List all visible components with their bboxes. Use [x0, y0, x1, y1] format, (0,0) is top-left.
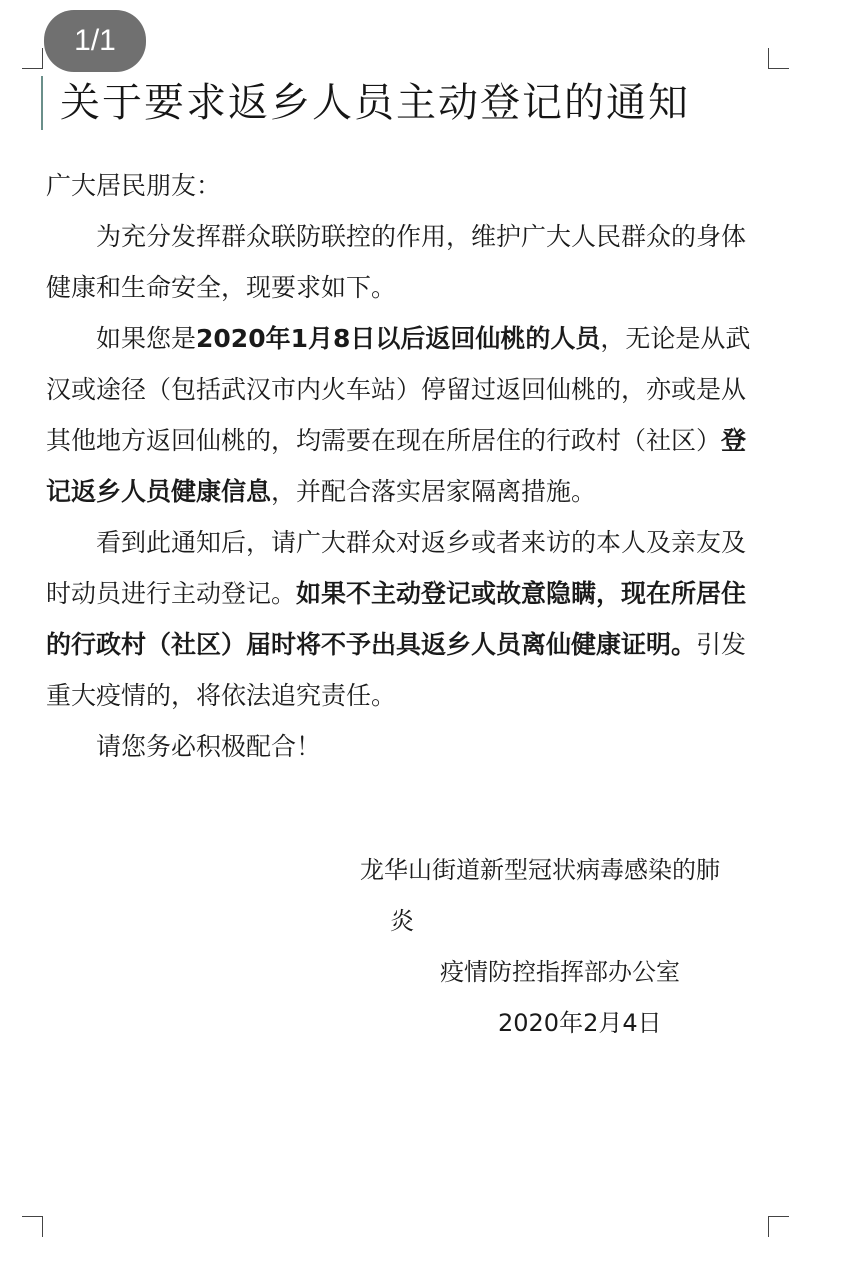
paragraph-3 — [46, 517, 761, 721]
paragraph-2-text-a: 如果您是 — [96, 324, 197, 353]
signature-line-2: 炎 — [390, 907, 414, 935]
document-title: 关于要求返乡人员主动登记的通知 — [60, 80, 690, 126]
paragraph-2-text-e: ，并配合落实居家隔离措施。 — [271, 477, 597, 506]
paragraph-3-text-a: 看到此通知后，请广大群众对返乡或者来访的本人及亲友及时动员进行主动登记。 — [46, 528, 747, 608]
paragraph-2-bold-register: 登记返乡人员健康信息 — [46, 426, 747, 506]
document-body — [46, 160, 761, 772]
page-indicator: 1/1 — [44, 10, 146, 72]
paragraph-4: 请您务必积极配合！ — [96, 732, 322, 761]
signature-line-3: 疫情防控指挥部办公室 — [440, 958, 680, 986]
page-corner-mark-top-right — [768, 48, 789, 69]
paragraph-3-text-c: 引发重大疫情的，将依法追究责任。 — [46, 630, 747, 710]
page-corner-mark-bottom-right — [768, 1216, 789, 1237]
paragraph-2-text-c: ，无论是从武汉或途径（包括武汉市内火车站）停留过返回仙桃的，亦或是从其他地方返回仙桃的，均需要在现在所居住的行政村（社区） — [46, 324, 751, 455]
paragraph-1: 为充分发挥群众联防联控的作用，维护广大人民群众的身体健康和生命安全，现要求如下。 — [46, 222, 747, 302]
greeting: 广大居民朋友： — [46, 171, 222, 200]
paragraph-2-bold-date: 2020年1月8日以后返回仙桃的人员 — [196, 324, 601, 353]
paragraph-3-bold-warning: 如果不主动登记或故意隐瞒，现在所居住的行政村（社区）届时将不予出具返乡人员离仙健康证明。 — [46, 579, 747, 659]
document-date: 2020年2月4日 — [498, 1009, 662, 1037]
paragraph-2 — [46, 313, 761, 517]
text-cursor — [41, 76, 43, 130]
signature-line-1: 龙华山街道新型冠状病毒感染的肺 — [360, 856, 720, 884]
page-corner-mark-top-left — [22, 48, 43, 69]
page-corner-mark-bottom-left — [22, 1216, 43, 1237]
